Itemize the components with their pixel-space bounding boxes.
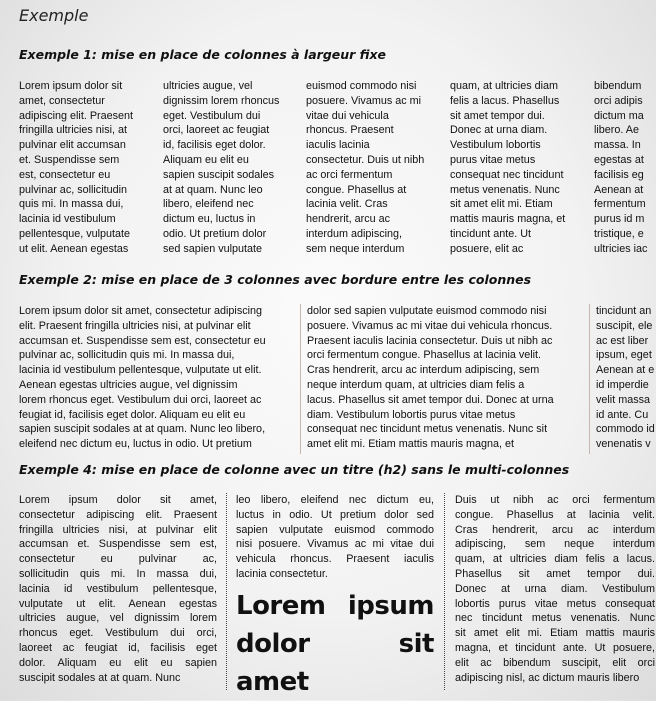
text-line: Lorem ipsum dolor sit amet,: [19, 494, 217, 506]
text-line: quam, at ultricies diam felis a lacus.: [455, 553, 655, 566]
text-line: purus id m: [594, 213, 645, 226]
example1-column-1: [19, 79, 154, 257]
text-line: sit amet elit mi. Etiam: [450, 198, 553, 211]
page-title: Exemple: [19, 6, 89, 25]
text-line: accumsan et. Suspendisse sem est, consectetur eu: [19, 334, 266, 347]
text-line: egestas at: [594, 153, 644, 166]
text-line: adipiscing elit. Praesent: [19, 109, 134, 122]
text-line: Aliquam eu elit eu: [163, 153, 249, 166]
text-line: at at quam. Nunc leo: [163, 183, 263, 196]
text-line: Lorem ipsum dolor sit amet, consectetur adipiscing: [19, 305, 263, 317]
text-line: vitae dui vehicula: [306, 109, 389, 122]
text-line: sollicitudin quis mi. In massa dui,: [19, 567, 217, 580]
text-line: Vestibulum lobortis: [450, 139, 541, 152]
text-line: dictum ma: [594, 109, 644, 122]
text-line: Cras hendrerit, arcu ac interdum: [455, 523, 655, 536]
example2-column-3: [596, 304, 656, 452]
text-line: purus vitae metus: [450, 153, 536, 166]
example2-column-1: [19, 304, 294, 452]
text-line: hendrerit, arcu ac: [306, 213, 391, 226]
text-line: sed sapien vulputate: [163, 242, 263, 255]
text-line: posuere, elit ac: [450, 242, 524, 255]
text-line: libero, eleifend nec: [163, 198, 254, 211]
text-line: suscipit, ele: [596, 319, 653, 332]
text-line: congue. Phasellus at lacinia velit.: [455, 508, 655, 521]
text-line: Donec at urna diam. Vestibulum: [455, 582, 655, 595]
text-line: Lorem ipsum dolor sit: [19, 80, 123, 92]
column-rule: [444, 493, 445, 690]
text-line: pellentesque, vulputate: [19, 227, 131, 240]
text-line: posuere. Vivamus ac mi vitae dui vehicula rhoncus.: [307, 319, 553, 332]
text-line: et. Suspendisse sem: [19, 153, 120, 166]
example4-columns: [19, 493, 655, 697]
text-line: dictum eu, luctus in: [163, 213, 256, 226]
text-line: consectetur. Duis ut nibh: [306, 153, 425, 166]
text-line: Lorem ipsum: [236, 590, 434, 621]
text-line: id, facilisis eget dolor.: [163, 139, 266, 152]
text-line: pulvinar ac, sollicitudin quis mi. In massa dui,: [19, 349, 235, 362]
text-line: fermentum: [594, 198, 646, 211]
column-rule: [589, 304, 590, 454]
column-rule: [226, 493, 227, 690]
text-line: lorem rhoncus eget. Vestibulum dui orci, laoreet ac: [19, 393, 262, 406]
text-line: adipiscing, sem neque interdum: [455, 538, 655, 551]
text-line: ut elit. Aenean egestas: [19, 242, 129, 255]
text-line: dolor. Aliquam eu elit eu sapien: [19, 656, 217, 669]
text-line: congue. Phasellus at: [306, 183, 407, 196]
text-line: pulvinar ac, sollicitudin: [19, 183, 128, 196]
text-line: sapien suscipit sodales: [163, 168, 275, 181]
text-line: lobortis purus vitae metus consequat: [455, 597, 655, 610]
text-line: quis mi. In massa dui,: [19, 198, 124, 211]
example4-title: Exemple 4: mise en place de colonne avec un titre (h2) sans le multi-colonnes: [19, 462, 570, 477]
text-line: ac orci fermentum: [306, 168, 393, 181]
text-line: laoreet ac feugiat id, facilisis eget: [19, 641, 217, 654]
text-line: Aenean at: [594, 183, 644, 196]
text-line: Aenean egestas ultricies augue, vel dignissim: [19, 378, 238, 391]
text-line: magna, et tincidunt ante. Ut posuere,: [455, 641, 655, 654]
text-line: vulputate ut elit. Aenean egestas: [19, 597, 217, 610]
text-line: sit amet tempor dui.: [450, 109, 545, 122]
text-line: orci fermentum congue. Phasellus at lacinia velit.: [307, 349, 542, 362]
example4-column-2: [236, 493, 434, 697]
text-line: sem neque interdum: [306, 242, 405, 255]
text-line: velit massa: [596, 393, 651, 406]
text-line: odio. Ut pretium dolor: [163, 227, 267, 240]
text-line: fringilla ultricies nisi, at: [19, 124, 128, 137]
text-line: ultricies augue, vel dignissim lorem: [19, 612, 217, 625]
column-heading: [236, 587, 434, 697]
text-line: amet elit mi. Etiam mattis mauris magna, et: [307, 438, 515, 451]
text-line: venenatis v: [596, 438, 651, 451]
example4-column-2-text: [236, 493, 434, 582]
example2-column-2: [307, 304, 587, 452]
example1-column-4: [450, 79, 585, 257]
text-line: iaculis lacinia: [306, 139, 370, 152]
text-line: sapien suscipit sodales at at quam. Nunc leo libero,: [19, 423, 266, 436]
text-line: lacus. Phasellus sit amet tempor dui. Donec at urna: [307, 393, 554, 406]
text-line: felis a lacus. Phasellus: [450, 94, 560, 107]
example1-column-5: [594, 79, 654, 257]
text-line: rhoncus. Praesent: [306, 124, 394, 137]
text-line: eget. Vestibulum dui: [163, 109, 261, 122]
text-line: bibendum: [594, 80, 642, 92]
text-line: accumsan et. Suspendisse sem est,: [19, 538, 217, 551]
text-line: facilisis eg: [594, 168, 644, 181]
text-line: consequat nec tincidunt: [450, 168, 564, 181]
text-line: consectetur adipiscing elit. Praesent: [19, 508, 217, 521]
text-line: nisi posuere. Vivamus ac mi vitae dui: [236, 538, 434, 551]
text-line: est, consectetur eu: [19, 168, 111, 181]
text-line: id ante. Cu: [596, 408, 649, 421]
text-line: quam, at ultricies diam: [450, 80, 559, 92]
text-line: adipiscing nisl, ac dictum mauris libero: [455, 671, 640, 684]
text-line: Praesent iaculis lacinia consectetur. Duis ut nibh ac: [307, 334, 553, 347]
text-line: tristique, e: [594, 227, 644, 240]
text-line: diam. Vestibulum lobortis purus vitae metus: [307, 408, 516, 421]
text-line: nec tincidunt metus venenatis. Nunc: [455, 612, 655, 625]
text-line: orci, laoreet ac feugiat: [163, 124, 270, 137]
text-line: euismod commodo nisi: [306, 80, 417, 92]
text-line: id imperdie: [596, 378, 649, 391]
text-line: fringilla ultricies nisi, at pulvinar elit: [19, 523, 217, 536]
text-line: metus venenatis. Nunc: [450, 183, 560, 196]
text-line: consectetur eu pulvinar ac,: [19, 553, 217, 566]
text-line: lacinia velit. Cras: [306, 198, 388, 211]
text-line: Donec at urna diam.: [450, 124, 548, 137]
text-line: dignissim lorem rhoncus: [163, 94, 280, 107]
text-line: ultricies augue, vel: [163, 80, 253, 92]
text-line: Cras hendrerit, arcu ac interdum adipiscing, sem: [307, 364, 540, 377]
text-line: lacinia consectetur.: [236, 567, 328, 580]
text-line: rhoncus eget. Vestibulum dui orci,: [19, 627, 217, 640]
text-line: massa. In: [594, 139, 641, 152]
text-line: tincidunt ante. Ut: [450, 227, 532, 240]
text-line: ipsum, eget: [596, 349, 652, 362]
example2-title: Exemple 2: mise en place de 3 colonnes avec bordure entre les colonnes: [19, 272, 532, 287]
text-line: lacinia id vestibulum pellentesque, vulputate ut elit.: [19, 364, 262, 377]
text-line: ultricies iac: [594, 242, 648, 255]
text-line: pulvinar elit accumsan: [19, 139, 126, 152]
text-line: dolor sit amet: [236, 628, 434, 697]
text-line: interdum adipiscing,: [306, 227, 403, 240]
text-line: sit amet elit mi. Etiam mattis mauris: [455, 627, 655, 640]
text-line: dolor sed sapien vulputate euismod commodo nisi: [307, 305, 547, 317]
example2-columns: [19, 304, 655, 456]
text-line: Phasellus sit amet tempor dui.: [455, 567, 655, 580]
text-line: mattis mauris magna, et: [450, 213, 566, 226]
text-line: luctus in odio. Ut pretium dolor sed: [236, 508, 434, 521]
text-line: leo libero, eleifend nec dictum eu,: [236, 494, 434, 506]
example4-column-1: [19, 493, 217, 685]
text-line: orci adipis: [594, 94, 643, 107]
text-line: posuere. Vivamus ac mi: [306, 94, 422, 107]
text-line: sapien vulputate euismod commodo: [236, 523, 434, 536]
text-line: suscipit sodales at at quam. Nunc: [19, 671, 181, 684]
text-line: feugiat id, facilisis eget dolor. Aliquam eu elit eu: [19, 408, 246, 421]
text-line: tincidunt an: [596, 305, 652, 317]
text-line: elit. Praesent fringilla ultricies nisi, at pulvinar elit: [19, 319, 251, 332]
text-line: eleifend nec dictum eu, luctus in odio. Ut pretium: [19, 438, 252, 451]
text-line: vehicula rhoncus. Praesent iaculis: [236, 553, 434, 566]
text-line: Duis ut nibh ac orci fermentum: [455, 494, 655, 506]
text-line: amet, consectetur: [19, 94, 105, 107]
text-line: neque interdum quam, at ultricies diam felis a: [307, 378, 525, 391]
text-line: commodo id: [596, 423, 655, 436]
text-line: elit ac bibendum suscipit, elit orci: [455, 656, 655, 669]
text-line: libero. Ae: [594, 124, 640, 137]
example1-title: Exemple 1: mise en place de colonnes à largeur fixe: [19, 47, 387, 62]
column-rule: [300, 304, 301, 454]
text-line: Aenean at e: [596, 364, 655, 377]
example1-column-2: [163, 79, 298, 257]
text-line: lacinia id vestibulum: [19, 213, 116, 226]
example4-column-3: [455, 493, 655, 685]
text-line: ac est liber: [596, 334, 649, 347]
text-line: lacinia id vestibulum pellentesque,: [19, 582, 217, 595]
text-line: consequat nec tincidunt metus venenatis. Nunc sit: [307, 423, 548, 436]
example1-columns: [19, 79, 650, 259]
example1-column-3: [306, 79, 441, 257]
